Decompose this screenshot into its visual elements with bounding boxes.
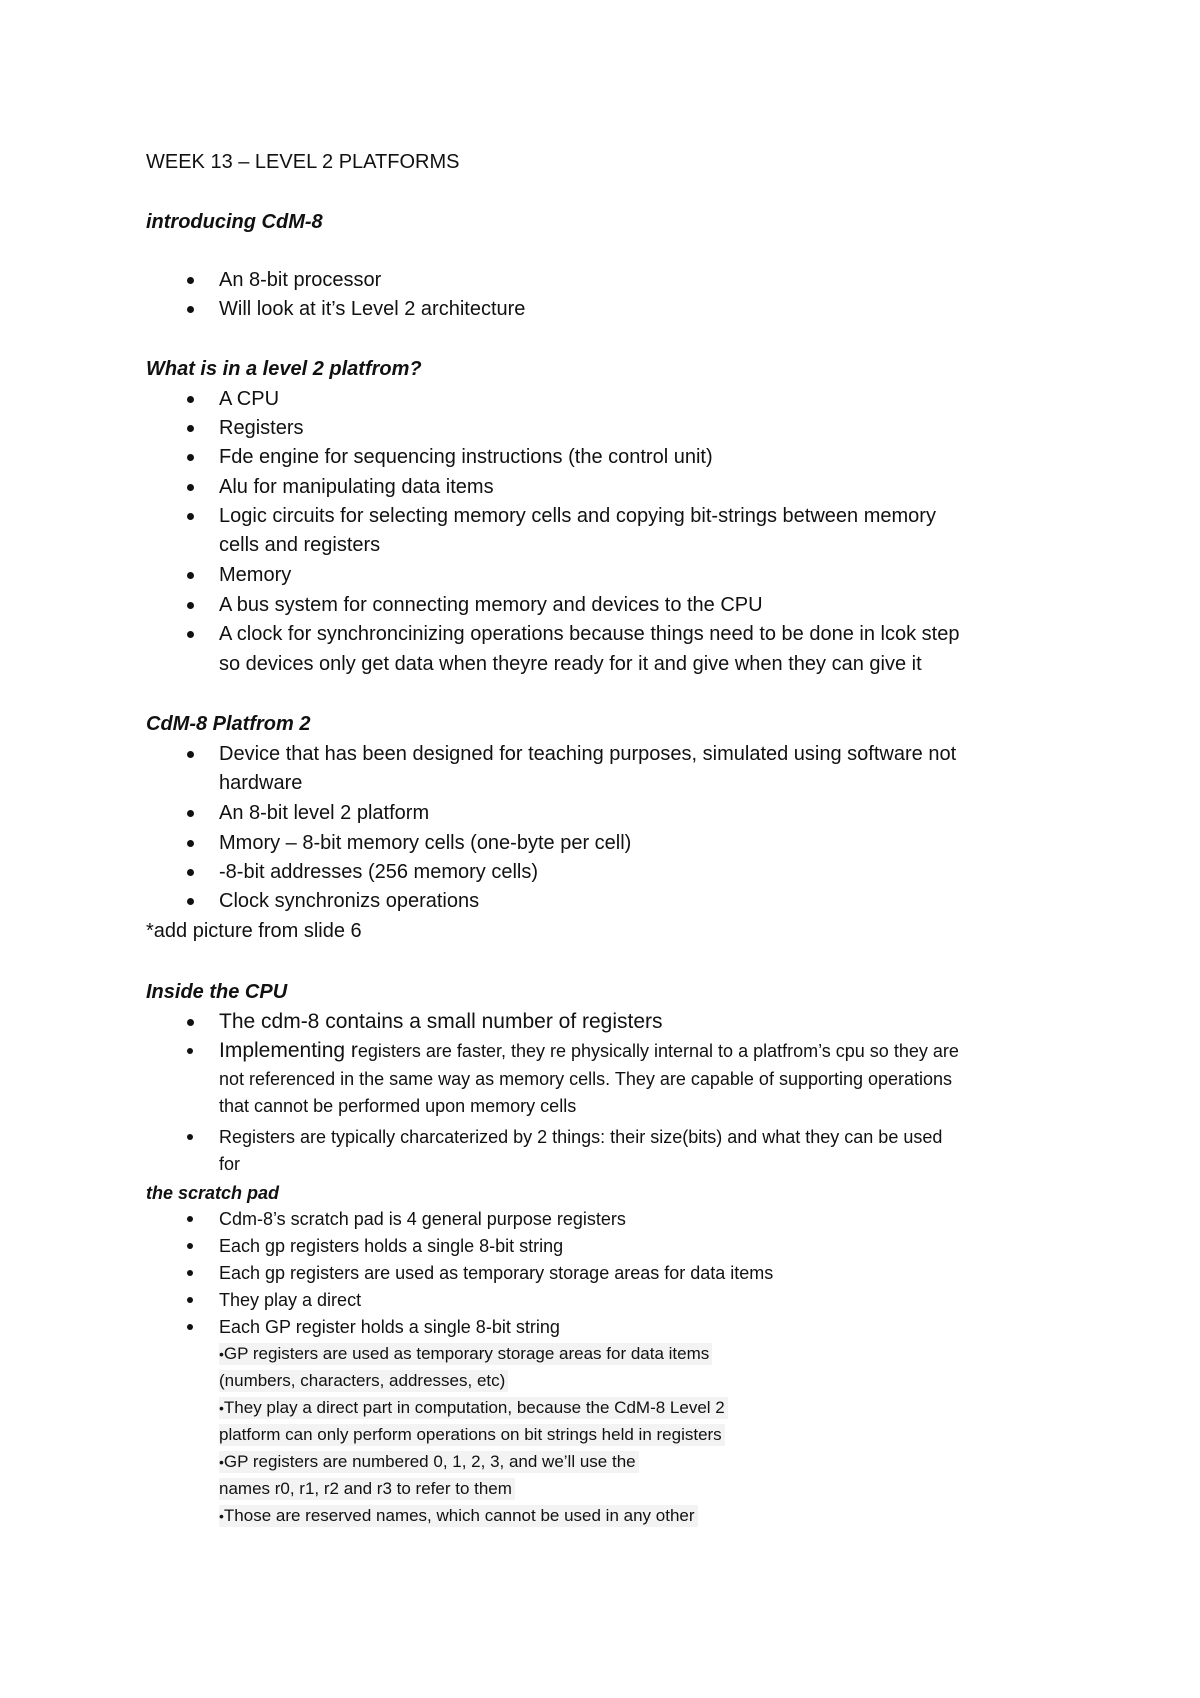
pasted-bullet-line: •They play a direct part in computation, because the CdM-8 Level 2	[219, 1397, 728, 1419]
bullet-icon	[187, 631, 194, 638]
bullet-icon	[187, 1324, 193, 1330]
bullet-icon: •	[219, 1400, 224, 1416]
bullet-icon	[187, 513, 194, 520]
bullet-icon: •	[219, 1454, 224, 1470]
bold-lead-text: Implementing r	[219, 1039, 358, 1062]
pasted-bullet-line: •GP registers are used as temporary storage areas for data items	[219, 1343, 712, 1365]
bullet-icon	[187, 1243, 193, 1249]
bullet-icon	[187, 840, 194, 847]
bullet-icon	[187, 869, 194, 876]
bullet-icon	[187, 454, 194, 461]
bullet-icon	[187, 1297, 193, 1303]
bullet-icon	[187, 484, 194, 491]
bullet-icon	[187, 898, 194, 905]
heading-level2-platform: What is in a level 2 platfrom?	[146, 358, 422, 380]
pasted-bullet-line: •GP registers are numbered 0, 1, 2, 3, and we’ll use the	[219, 1451, 639, 1473]
bullet-icon	[187, 810, 194, 817]
bullet-icon	[187, 751, 194, 758]
bullet-icon: •	[219, 1508, 224, 1524]
heading-scratch-pad: the scratch pad	[146, 1183, 280, 1203]
heading-inside-cpu: Inside the CPU	[146, 981, 288, 1003]
pasted-continuation-line: names r0, r1, r2 and r3 to refer to them	[219, 1478, 515, 1500]
list-item-text: egisters are faster, they re physically internal to a platfrom’s cpu so they are	[357, 1041, 959, 1061]
document-page: WEEK 13 – LEVEL 2 PLATFORMS introducing CdM-8 An 8-bit processor Will look at it’s Level 2 architecture What is in a level 2 platfrom? A CPU Registers Fde engine for sequencing instructions (the control unit) Alu for manipulating data items Logic circuits for selecting memory cells and copying bit-strings between memory cells and registers Memory A bus system for connecting memory and devices to the CPU A clock for synchroncinizing operations because things need to be done in lcok step so devices only get data when theyre ready for it and give when they can give it CdM-8 Platfrom 2 Device that has been designed for teaching purposes, simulated using software not hardware An 8-bit level 2 platform Mmory – 8-bit memory cells (one-byte per cell) -8-bit addresses (256 memory cells) Clock synchronizs operations *add picture from slide 6 Inside the CPU The cdm-8 contains a small number of registers Implementing registers are faster, they re physically internal to a platfrom’s cpu so they are not referenced in the same way as memory cells. They are capable of supporting operations that cannot be performed upon memory cells Registers are typically charcaterized by 2 things: their size(bits) and what they can be used for the scratch pad Cdm-8’s scratch pad is 4 general purpose registers Each gp registers holds a single 8-bit string Each gp registers are used as temporary storage areas for data items They play a direct Each GP register holds a single 8-bit string •GP registers are used as temporary storage areas for data items (numbers, characters, addresses, etc) •They play a direct part in computation, because the CdM-8 Level 2 platform can only perform operations on bit strings held in registers •GP registers are numbered 0, 1, 2, 3, and we’ll use the names r0, r1, r2 and r3 to refer to them •Those are reserved names, which cannot be used in any other	[146, 151, 960, 1525]
pasted-bullet-line: •Those are reserved names, which cannot be used in any other	[219, 1505, 698, 1527]
heading-cdm8-platform: CdM-8 Platfrom 2	[146, 713, 311, 735]
bullet-icon	[187, 277, 194, 284]
heading-introducing-cdm8: introducing CdM-8	[146, 211, 323, 233]
bullet-icon	[187, 572, 194, 579]
bullet-icon	[187, 602, 194, 609]
pasted-continuation-line: platform can only perform operations on bit strings held in registers	[219, 1424, 725, 1446]
bullet-icon	[187, 1270, 193, 1276]
bullet-icon: •	[219, 1346, 224, 1362]
bullet-icon	[187, 1048, 193, 1054]
bullet-icon	[187, 396, 194, 403]
bullet-icon	[187, 306, 194, 313]
bullet-icon	[187, 1134, 193, 1140]
document-title: WEEK 13 – LEVEL 2 PLATFORMS	[146, 151, 460, 173]
bullet-icon	[187, 1019, 194, 1026]
bullet-icon	[187, 425, 194, 432]
note-text: *add picture from slide 6	[146, 920, 362, 942]
pasted-continuation-line: (numbers, characters, addresses, etc)	[219, 1370, 508, 1392]
bullet-icon	[187, 1216, 193, 1222]
